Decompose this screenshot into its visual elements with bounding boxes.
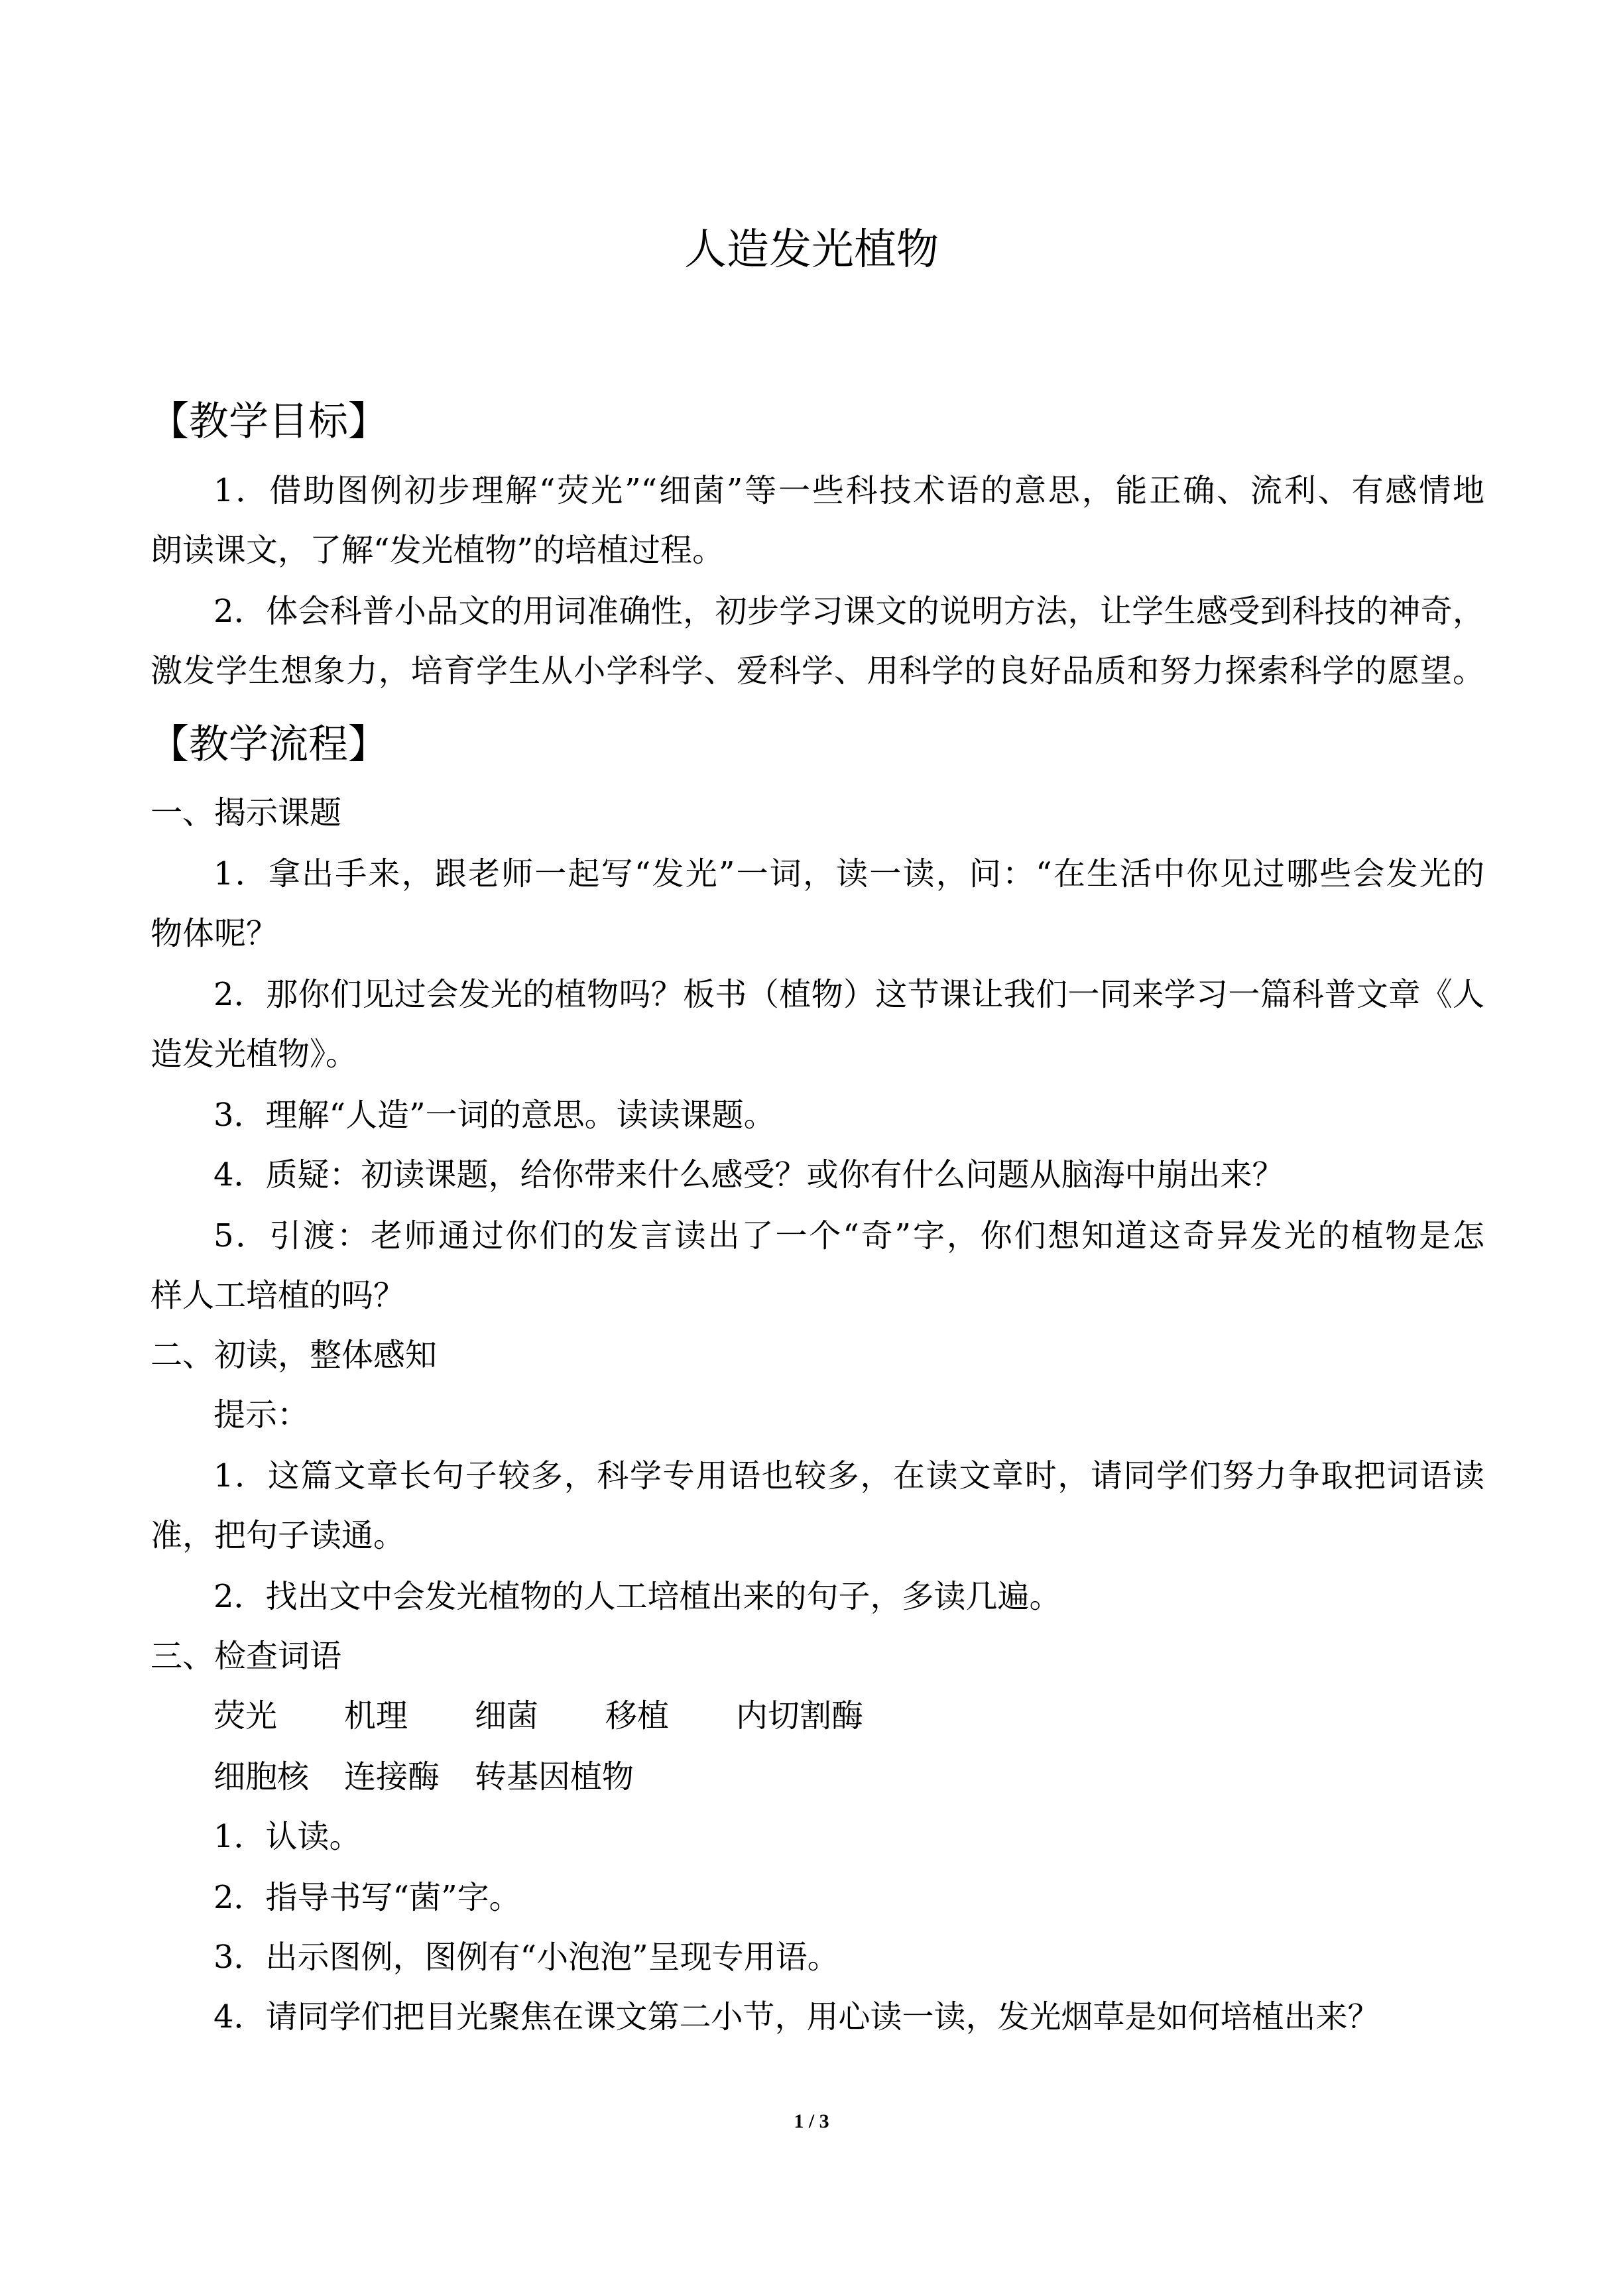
vocabulary-word: 转基因植物	[475, 1758, 634, 1795]
body-line: 2．那你们见过会发光的植物吗？板书（植物）这节课让我们一同来学习一篇科普文章《人	[213, 976, 1484, 1013]
page-number: 1 / 3	[794, 2110, 829, 2132]
body-line: 1．认读。	[213, 1818, 361, 1855]
goal-line: 1．借助图例初步理解“荧光”“细菌”等一些科技术语的意思，能正确、流利、有感情地	[213, 472, 1484, 509]
vocabulary-row	[213, 1697, 864, 1734]
body-line: 样人工培植的吗？	[150, 1277, 406, 1314]
vocabulary-word: 移植	[605, 1697, 670, 1734]
section-heading-teaching-goals: 【教学目标】	[149, 398, 388, 445]
part-heading: 三、检查词语	[150, 1638, 342, 1675]
body-line: 4．质疑：初读课题，给你带来什么感受？或你有什么问题从脑海中崩出来？	[213, 1156, 1284, 1193]
vocabulary-word: 细胞核	[213, 1758, 310, 1795]
body-line: 4．请同学们把目光聚焦在课文第二小节，用心读一读，发光烟草是如何培植出来？	[213, 1998, 1380, 2035]
body-line: 2．指导书写“菌”字。	[213, 1879, 521, 1916]
body-line: 2．找出文中会发光植物的人工培植出来的句子，多读几遍。	[213, 1578, 1061, 1615]
goal-line: 朗读课文，了解“发光植物”的培植过程。	[150, 532, 725, 569]
body-line: 造发光植物》。	[150, 1036, 358, 1073]
vocabulary-word: 荧光	[213, 1697, 278, 1734]
body-line: 准，把句子读通。	[150, 1517, 406, 1554]
body-line: 物体呢？	[150, 915, 278, 952]
vocabulary-word: 连接酶	[344, 1758, 440, 1795]
body-line: 3．出示图例，图例有“小泡泡”呈现专用语。	[213, 1939, 839, 1976]
section-heading-teaching-flow: 【教学流程】	[149, 721, 388, 768]
body-line: 1．拿出手来，跟老师一起写“发光”一词，读一读，问：“在生活中你见过哪些会发光的	[213, 855, 1484, 892]
vocabulary-word: 细菌	[475, 1697, 539, 1734]
goal-line: 2．体会科普小品文的用词准确性，初步学习课文的说明方法，让学生感受到科技的神奇，	[213, 593, 1484, 630]
goal-line: 激发学生想象力，培育学生从小学科学、爱科学、用科学的良好品质和努力探索科学的愿望。	[150, 652, 1484, 690]
hint-label: 提示：	[213, 1396, 310, 1433]
body-line: 5．引渡：老师通过你们的发言读出了一个“奇”字，你们想知道这奇异发光的植物是怎	[213, 1217, 1484, 1254]
part-heading: 一、揭示课题	[150, 794, 342, 831]
part-heading: 二、初读，整体感知	[150, 1337, 438, 1374]
body-line: 1．这篇文章长句子较多，科学专用语也较多，在读文章时，请同学们努力争取把词语读	[213, 1457, 1484, 1494]
document-title: 人造发光植物	[684, 225, 939, 274]
body-line: 3．理解“人造”一词的意思。读读课题。	[213, 1097, 776, 1134]
vocabulary-word: 内切割酶	[736, 1697, 864, 1734]
vocabulary-row	[213, 1758, 634, 1795]
vocabulary-word: 机理	[344, 1697, 408, 1734]
